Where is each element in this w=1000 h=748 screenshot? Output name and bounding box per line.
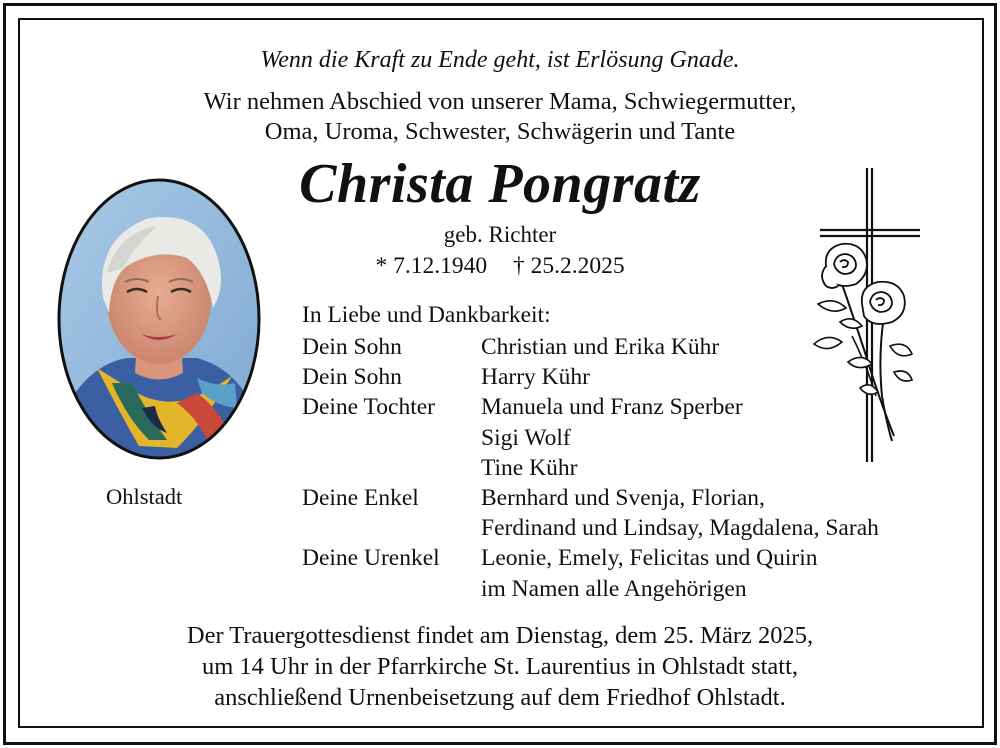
motto: Wenn die Kraft zu Ende geht, ist Erlösung Gnade.	[260, 47, 740, 73]
place-of-residence: Ohlstadt	[106, 484, 183, 509]
mourner-names: im Namen alle Angehörigen	[481, 575, 747, 602]
mourner-names: Tine Kühr	[481, 454, 578, 481]
service-announcement	[0, 620, 1000, 713]
mourners-list	[302, 332, 879, 604]
mourner-names: Sigi Wolf	[481, 424, 571, 451]
thanks-heading: In Liebe und Dankbarkeit:	[302, 302, 551, 328]
mourner-relation: Deine Urenkel	[302, 545, 440, 572]
service-line-1: Der Trauergottesdienst findet am Dienstag, dem 25. März 2025,	[186, 622, 814, 649]
intro-line-2: Oma, Uroma, Schwester, Schwägerin und Tante	[264, 118, 736, 145]
mourner-relation: Deine Tochter	[302, 394, 435, 421]
birth-date: * 7.12.1940	[375, 253, 488, 279]
mourner-row	[302, 543, 879, 573]
service-line-2: um 14 Uhr in der Pfarrkirche St. Laurentius in Ohlstadt statt,	[201, 653, 799, 680]
mourner-relation: Dein Sohn	[302, 334, 402, 360]
mourner-row	[302, 483, 879, 513]
cross-with-roses-icon	[812, 166, 924, 464]
death-date: † 25.2.2025	[512, 253, 625, 279]
mourner-row	[302, 513, 879, 543]
deceased-name: Christa Pongratz	[299, 153, 701, 215]
mourner-names: Harry Kühr	[481, 364, 590, 391]
mourner-names: Christian und Erika Kühr	[481, 334, 720, 360]
portrait-photo	[57, 178, 261, 460]
mourner-row	[302, 574, 879, 604]
mourner-row	[302, 453, 879, 483]
mourner-row	[302, 332, 879, 362]
mourner-row	[302, 362, 879, 392]
mourner-names: Manuela und Franz Sperber	[481, 394, 743, 421]
service-line-3: anschließend Urnenbeisetzung auf dem Friedhof Ohlstadt.	[214, 684, 786, 711]
mourner-row	[302, 392, 879, 422]
birth-name: geb. Richter	[443, 222, 557, 247]
mourner-relation: Dein Sohn	[302, 364, 402, 391]
intro-line-1: Wir nehmen Abschied von unserer Mama, Schwiegermutter,	[203, 88, 797, 115]
mourner-names: Ferdinand und Lindsay, Magdalena, Sarah	[481, 515, 879, 542]
mourner-names: Leonie, Emely, Felicitas und Quirin	[481, 545, 818, 572]
life-dates	[340, 253, 660, 280]
mourner-row	[302, 423, 879, 453]
mourner-names: Bernhard und Svenja, Florian,	[481, 484, 765, 511]
mourner-relation: Deine Enkel	[302, 484, 419, 511]
